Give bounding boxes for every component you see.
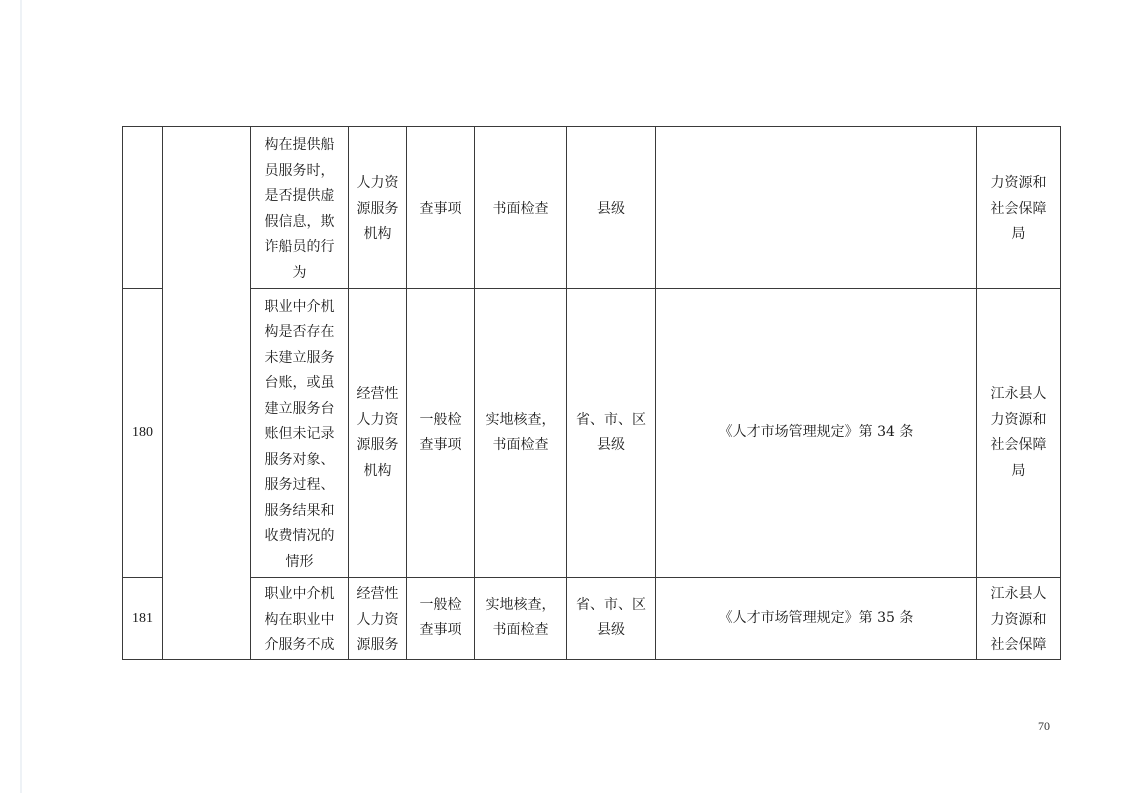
inspection-method-cell [475, 289, 567, 578]
department [977, 167, 1060, 248]
line: 建立服务台 [264, 400, 335, 417]
line: 局 [1011, 226, 1026, 243]
line: 职业中介机 [264, 298, 335, 315]
inspection-object-cell [349, 127, 407, 289]
inspection-level-cell [567, 578, 656, 660]
inspection-category-cell [407, 578, 475, 660]
line: 服务过程、 [264, 477, 335, 494]
line: 台账，或虽 [264, 375, 335, 392]
line: 源服务 [356, 200, 399, 217]
line: 书面检查 [492, 200, 549, 217]
inspection-category [407, 193, 474, 223]
legal-basis-cell [656, 127, 977, 289]
inspection-level [567, 193, 655, 223]
line: 书面检查 [492, 437, 549, 453]
line: 查事项 [419, 200, 462, 217]
inspection-level-cell [567, 127, 656, 289]
line: 介服务不成 [264, 637, 335, 653]
inspection-method [475, 593, 566, 644]
inspection-category-cell [407, 127, 475, 289]
line: 省、市、区 [576, 411, 646, 428]
line: 力资源和 [990, 175, 1047, 192]
inspection-item-cell [251, 289, 349, 578]
line: 服务结果和 [264, 502, 335, 519]
inspection-level-cell [567, 289, 656, 578]
scan-edge [20, 0, 22, 793]
inspection-item [251, 578, 348, 659]
line: 构在提供船 [264, 137, 335, 153]
line: 江永县人 [990, 386, 1047, 402]
line: 是否提供虚 [264, 188, 335, 204]
department-cell [977, 127, 1061, 289]
line: 查事项 [419, 622, 462, 639]
line: 局 [1011, 462, 1026, 479]
row-number-cell [123, 578, 163, 660]
legal-basis: 《人才市场管理规定》第 34 条 [718, 424, 914, 441]
inspection-object-cell [349, 578, 407, 660]
line: 构在职业中 [264, 611, 335, 628]
line: 收费情况的 [264, 528, 335, 545]
line: 职业中介机 [264, 586, 335, 602]
line: 力资源和 [990, 611, 1047, 628]
row-number: 181 [132, 610, 153, 626]
line: 构是否存在 [264, 324, 335, 341]
inspection-object-cell [349, 289, 407, 578]
inspection-method-cell [475, 578, 567, 660]
table-row [123, 289, 1061, 578]
line: 社会保障 [990, 200, 1047, 217]
line: 县级 [597, 437, 625, 453]
line: 一般检 [419, 596, 462, 613]
inspection-category [407, 593, 474, 644]
page-number: 70 [1038, 719, 1050, 733]
legal-basis-cell [656, 578, 977, 660]
table-row [123, 127, 1061, 289]
legal-basis-cell [656, 289, 977, 578]
department-cell [977, 289, 1061, 578]
inspection-level [567, 408, 655, 459]
line: 一般检 [419, 411, 462, 428]
row-number-cell [123, 127, 163, 289]
row-number-cell [123, 289, 163, 578]
inspection-category-cell [407, 289, 475, 578]
line: 为 [292, 264, 307, 281]
line: 经营性 [356, 586, 399, 602]
line: 人力资 [356, 611, 399, 628]
line: 员服务时， [264, 162, 335, 179]
line: 经营性 [356, 386, 399, 402]
row-number: 180 [132, 425, 153, 441]
table-row [123, 578, 1061, 660]
line: 社会保障 [990, 437, 1047, 453]
inspection-method-cell [475, 127, 567, 289]
inspection-item [251, 129, 348, 286]
line: 人力资 [356, 175, 399, 192]
line: 县级 [597, 622, 625, 639]
line: 假信息，欺 [264, 213, 335, 230]
inspection-method [475, 193, 566, 223]
line: 实地核查， [485, 411, 556, 428]
category-group-cell [163, 127, 251, 660]
line: 江永县人 [990, 586, 1047, 602]
inspection-object [349, 382, 406, 484]
inspection-object [349, 167, 406, 248]
line: 省、市、区 [576, 596, 646, 613]
inspection-item-cell [251, 578, 349, 660]
inspection-table [122, 126, 1061, 660]
department [977, 382, 1060, 484]
line: 社会保障 [990, 637, 1047, 653]
line: 机构 [363, 226, 392, 243]
inspection-item [251, 291, 348, 576]
line: 县级 [597, 200, 625, 217]
line: 机构 [363, 462, 392, 479]
legal-basis: 《人才市场管理规定》第 35 条 [718, 609, 914, 626]
line: 未建立服务 [264, 349, 335, 366]
line: 服务对象、 [264, 451, 335, 468]
inspection-category [407, 408, 474, 459]
inspection-method [475, 408, 566, 459]
line: 情形 [285, 553, 314, 570]
line: 账但未记录 [264, 426, 335, 443]
line: 源服务 [356, 637, 399, 653]
inspection-level [567, 593, 655, 644]
inspection-item-cell [251, 127, 349, 289]
line: 力资源和 [990, 411, 1047, 428]
line: 实地核查， [485, 596, 556, 613]
line: 查事项 [419, 437, 462, 453]
line: 诈船员的行 [264, 239, 335, 255]
inspection-object [349, 578, 406, 659]
department-cell [977, 578, 1061, 660]
line: 书面检查 [492, 622, 549, 639]
department [977, 578, 1060, 659]
line: 源服务 [356, 437, 399, 453]
line: 人力资 [356, 411, 399, 428]
